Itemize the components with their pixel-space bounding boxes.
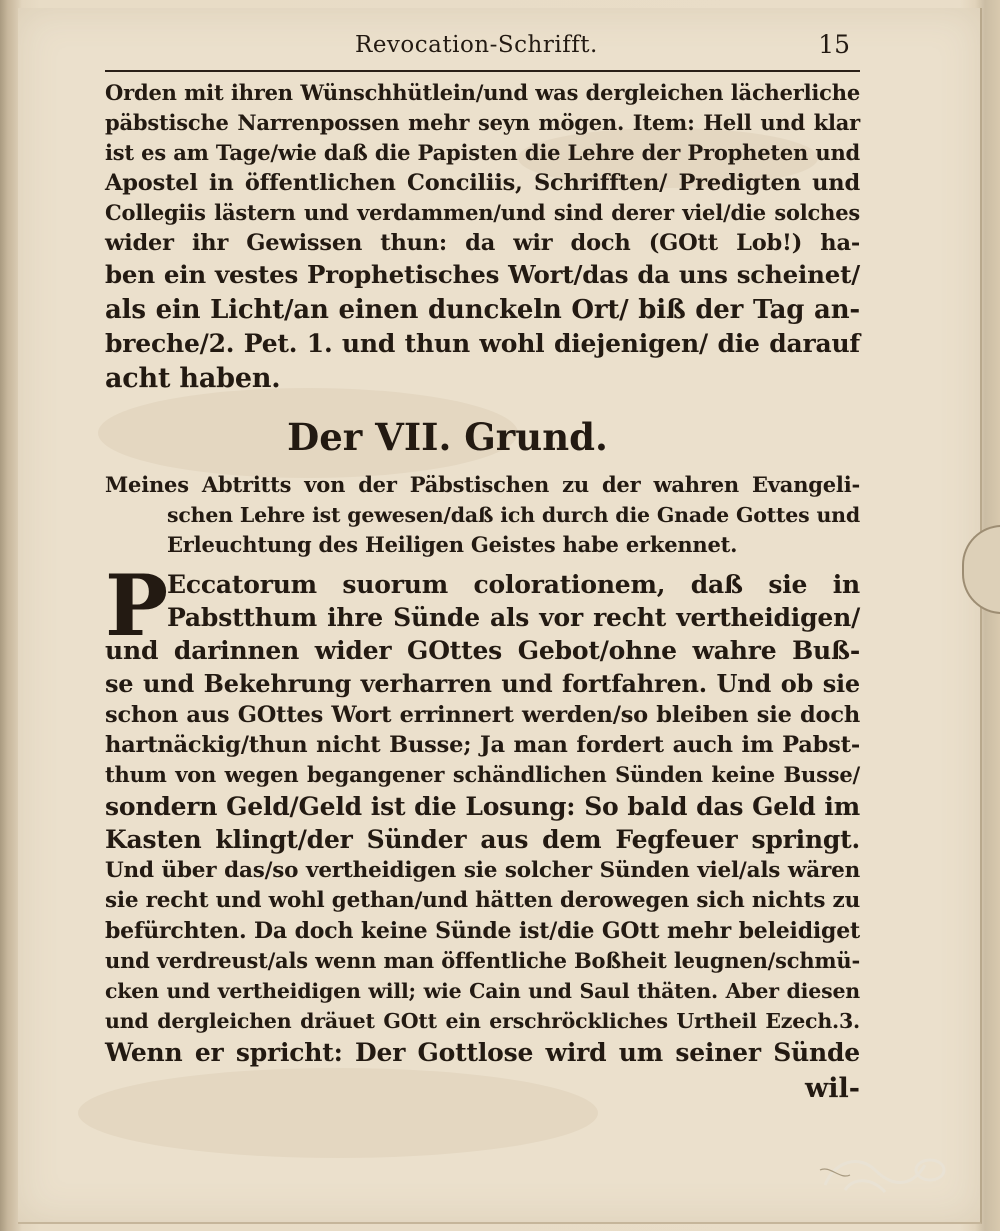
summary-line: Erleuchtung des Heiligen Geistes habe erkennet. — [167, 532, 738, 557]
text-line: Wenn er spricht: Der Gottlose wird um seiner Sünde — [105, 1038, 860, 1067]
text-line: acht haben. — [105, 362, 281, 394]
text-line: befürchten. Da doch keine Sünde ist/die GOtt mehr beleidiget — [105, 918, 860, 944]
text-line: breche/2. Pet. 1. und thun wohl diejenigen/ die darauf — [105, 329, 860, 358]
text-line: se und Bekehrung verharren und fortfahren. Und ob sie — [105, 669, 860, 698]
text-line: und verdreust/als wenn man öffentliche Boßheit leugnen/schmü- — [105, 948, 860, 973]
catchword: wil- — [805, 1073, 860, 1104]
text-line: sie recht und wohl gethan/und hätten derowegen sich nichts zu — [105, 888, 860, 913]
text-line: Orden mit ihren Wünschhütlein/und was dergleichen lächerliche — [105, 80, 860, 105]
text-line: Collegiis lästern und verdammen/und sind derer viel/die solches — [105, 200, 860, 225]
summary-line: Meines Abtritts von der Päbstischen zu der wahren Evangeli- — [105, 472, 860, 497]
text-line: Apostel in öffentlichen Conciliis, Schrifften/ Predigten und — [105, 170, 860, 196]
continuation-paragraph — [105, 78, 860, 396]
text-line: schon aus GOttes Wort errinnert werden/so bleiben sie doch — [105, 702, 860, 728]
corner-sketch-drawing — [815, 1130, 955, 1200]
running-title: Revocation-Schrifft. — [355, 32, 598, 58]
text-line: und dergleichen dräuet GOtt ein erschröckliches Urtheil Ezech.3. — [105, 1009, 860, 1033]
drop-cap-initial: P — [105, 556, 169, 655]
text-line: cken und vertheidigen will; wie Cain und Saul thäten. Aber diesen — [105, 979, 860, 1003]
text-line: päbstische Narrenpossen mehr seyn mögen. Item: Hell und klar — [105, 110, 860, 135]
text-line: Pabstthum ihre Sünde als vor recht vertheidigen/ — [167, 603, 860, 632]
text-line: sondern Geld/Geld ist die Losung: So bald das Geld im — [105, 792, 860, 821]
page-text-block — [105, 24, 860, 1109]
text-line: Und über das/so vertheidigen sie solcher Sünden viel/als wären — [105, 858, 860, 883]
text-line: wider ihr Gewissen thun: da wir doch (GOtt Lob!) ha- — [105, 230, 860, 256]
text-line: Eccatorum suorum colorationem, daß sie in — [167, 570, 860, 599]
text-line: als ein Licht/an einen dunckeln Ort/ biß der Tag an- — [105, 294, 860, 325]
summary-line: schen Lehre ist gewesen/daß ich durch die Gnade Gottes und — [167, 503, 860, 527]
text-line: ben ein vestes Prophetisches Wort/das da uns scheinet/ — [105, 260, 860, 289]
text-line: und darinnen wider GOttes Gebot/ohne wahre Buß- — [105, 636, 860, 665]
text-line: hartnäckig/thun nicht Busse; Ja man fordert auch im Pabst- — [105, 732, 860, 758]
running-header — [105, 24, 860, 72]
main-paragraph — [105, 556, 860, 1109]
page-number: 15 — [818, 30, 850, 59]
section-summary — [105, 470, 860, 560]
section-heading: Der VII. Grund. — [287, 415, 608, 459]
text-line: ist es am Tage/wie daß die Papisten die Lehre der Propheten und — [105, 140, 860, 165]
text-line: thum von wegen begangener schändlichen Sünden keine Busse/ — [105, 762, 860, 787]
text-line: Kasten klingt/der Sünder aus dem Fegfeuer springt. — [105, 825, 860, 854]
